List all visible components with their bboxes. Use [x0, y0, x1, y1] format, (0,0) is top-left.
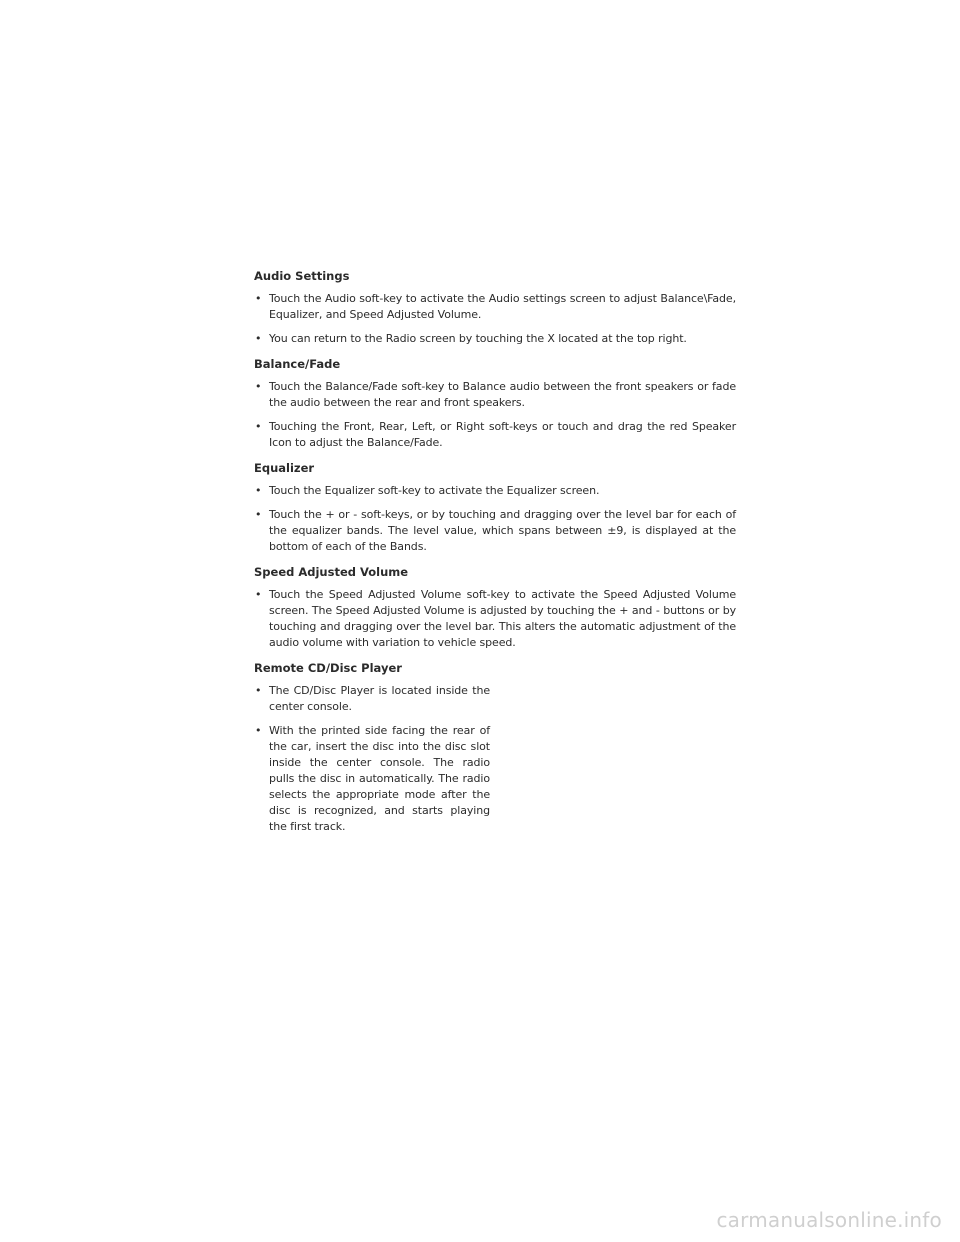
bullet-icon: • [255, 332, 262, 345]
bullet-icon: • [255, 724, 262, 737]
bullet-text: Touch the Balance/Fade soft-key to Balance audio between the front speakers or fade the audio between the rear and front speakers. [269, 380, 736, 409]
section-heading: Remote CD/Disc Player [254, 661, 402, 675]
bullet-text: Touch the + or - soft-keys, or by touching and dragging over the level bar for each of the equalizer bands. The level value, which spans between ±9, is displayed at the bottom of each of the Bands. [269, 508, 736, 553]
manual-page-content [254, 268, 736, 844]
section-heading: Audio Settings [254, 269, 350, 283]
bullet-item [254, 291, 736, 323]
section-audio-settings [254, 268, 736, 347]
bullet-icon: • [255, 380, 262, 393]
bullet-text: Touch the Equalizer soft-key to activate the Equalizer screen. [269, 484, 600, 497]
section-heading: Speed Adjusted Volume [254, 565, 409, 579]
bullet-text: Touch the Speed Adjusted Volume soft-key to activate the Speed Adjusted Volume screen. The Speed Adjusted Volume is adjusted by touching the + and - buttons or by touching and dragging over the level bar. This alters the automatic adjustment of the audio volume with variation to vehicle speed. [269, 588, 736, 649]
bullet-icon: • [255, 508, 262, 521]
bullet-list [254, 683, 490, 835]
bullet-icon: • [255, 588, 262, 601]
bullet-item [254, 683, 490, 715]
bullet-icon: • [255, 684, 262, 697]
bullet-text: Touch the Audio soft-key to activate the Audio settings screen to adjust Balance\Fade, Equalizer, and Speed Adjusted Volume. [269, 292, 736, 321]
section-remote-cd-player [254, 660, 736, 835]
bullet-icon: • [255, 292, 262, 305]
bullet-text: You can return to the Radio screen by touching the X located at the top right. [269, 332, 687, 345]
bullet-item [254, 507, 736, 555]
bullet-text: With the printed side facing the rear of the car, insert the disc into the disc slot inside the center console. The radio pulls the disc in automatically. The radio selects the appropriate mode after the disc is recognized, and starts playing the first track. [269, 724, 490, 833]
bullet-icon: • [255, 484, 262, 497]
bullet-list [254, 379, 736, 451]
bullet-list [254, 291, 736, 347]
bullet-item [254, 379, 736, 411]
bullet-item [254, 331, 736, 347]
bullet-list [254, 483, 736, 555]
bullet-item [254, 587, 736, 651]
section-equalizer [254, 460, 736, 555]
section-balance-fade [254, 356, 736, 451]
bullet-icon: • [255, 420, 262, 433]
bullet-item [254, 419, 736, 451]
section-speed-adjusted-volume [254, 564, 736, 651]
bullet-text: The CD/Disc Player is located inside the center console. [269, 684, 490, 713]
bullet-item [254, 723, 490, 835]
section-heading: Equalizer [254, 461, 315, 475]
bullet-item [254, 483, 736, 499]
watermark: carmanualsonline.info [716, 1208, 942, 1232]
bullet-text: Touching the Front, Rear, Left, or Right soft-keys or touch and drag the red Speaker Icon to adjust the Balance/Fade. [269, 420, 736, 449]
section-heading: Balance/Fade [254, 357, 341, 371]
bullet-list [254, 587, 736, 651]
